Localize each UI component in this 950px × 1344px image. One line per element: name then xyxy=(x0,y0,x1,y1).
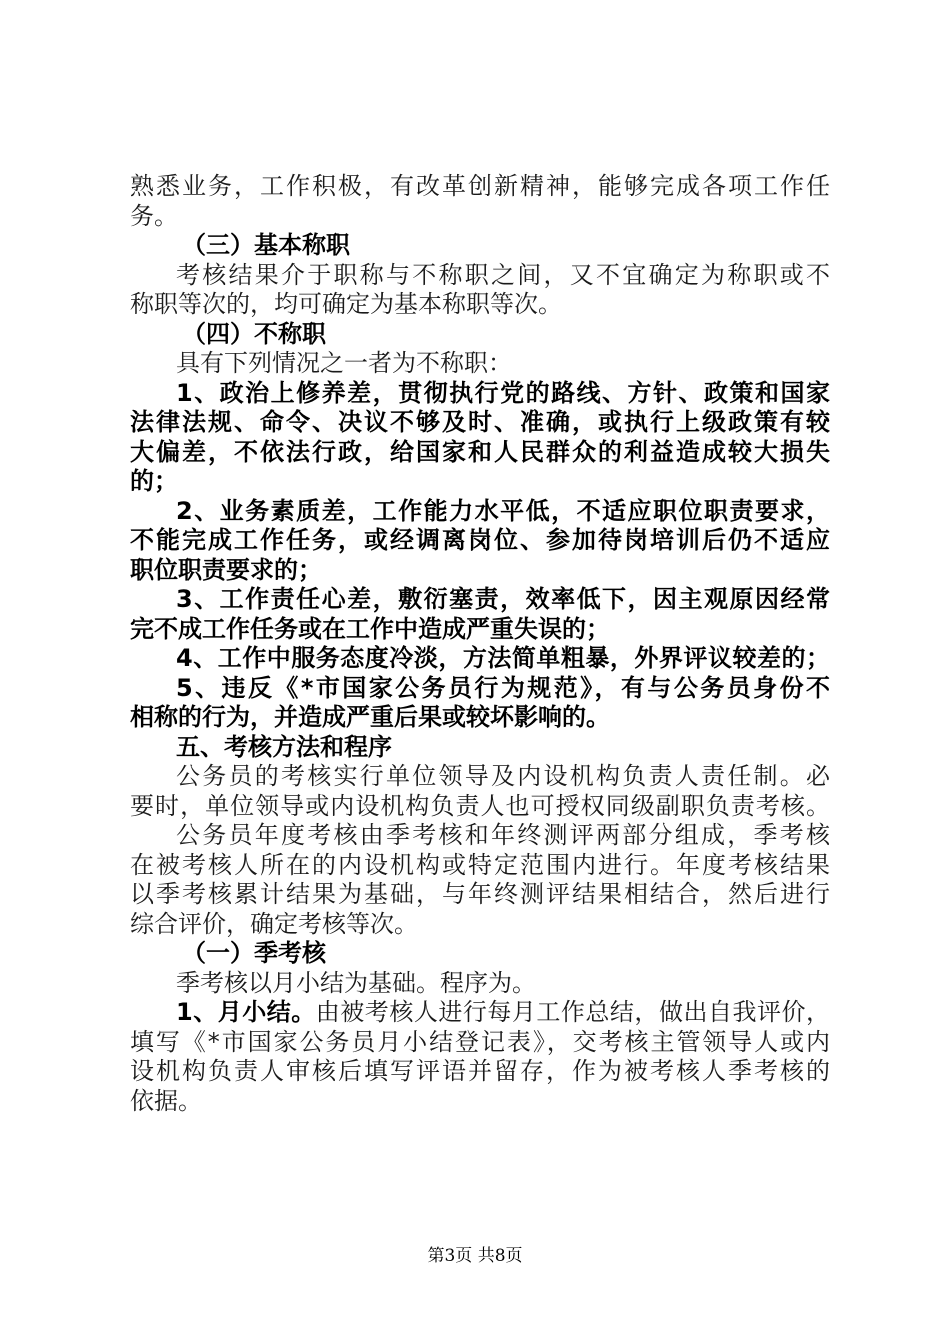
text-line: 综合评价，确定考核等次。 xyxy=(130,909,418,938)
text-line: 季考核以月小结为基础。程序为。 xyxy=(176,968,536,997)
text-line: （三）基本称职 xyxy=(182,231,350,259)
text-line: 务。 xyxy=(130,201,178,230)
text-line: 大偏差，不依法行政，给国家和人民群众的利益造成较大损失 xyxy=(130,437,830,466)
text-line: 填写《*市国家公务员月小结登记表》，交考核主管领导人或内 xyxy=(130,1027,830,1056)
bold-run: 1、月小结。 xyxy=(176,998,316,1026)
text-line: 熟悉业务，工作积极，有改革创新精神，能够完成各项工作任 xyxy=(130,172,830,200)
text-line: 要时，单位领导或内设机构负责人也可授权同级副职负责考核。 xyxy=(130,791,830,820)
text-line: （一）季考核 xyxy=(182,939,326,967)
text-line: 具有下列情况之一者为不称职： xyxy=(176,349,512,377)
text-line: 以季考核累计结果为基础，与年终测评结果相结合，然后进行 xyxy=(130,880,830,908)
text-line: 依据。 xyxy=(130,1086,202,1115)
text-line xyxy=(130,998,830,1028)
text-line: 五、考核方法和程序 xyxy=(176,732,392,761)
text-line: 不能完成工作任务，或经调离岗位、参加待岗培训后仍不适应 xyxy=(130,526,830,554)
text-line: 4、工作中服务态度冷淡，方法简单粗暴，外界评议较差的； xyxy=(176,644,830,672)
text-line: 在被考核人所在的内设机构或特定范围内进行。年度考核结果 xyxy=(130,850,830,879)
text-line: 法律法规、命令、决议不够及时、准确，或执行上级政策有较 xyxy=(130,408,830,436)
text-line: 3、工作责任心差，敷衍塞责，效率低下，因主观原因经常 xyxy=(176,585,830,613)
text-line: 考核结果介于职称与不称职之间，又不宜确定为称职或不 xyxy=(176,260,830,289)
text-line: 5、违反《*市国家公务员行为规范》，有与公务员身份不 xyxy=(176,673,830,702)
text-run: 由被考核人进行每月工作总结，做出自我评价， xyxy=(315,998,831,1026)
text-line: 完不成工作任务或在工作中造成严重失误的； xyxy=(130,614,610,643)
document-body xyxy=(130,172,830,1116)
text-line: 1、政治上修养差，贯彻执行党的路线、方针、政策和国家 xyxy=(176,378,830,407)
text-line: 2、业务素质差，工作能力水平低，不适应职位职责要求， xyxy=(176,496,830,525)
text-line: 公务员年度考核由季考核和年终测评两部分组成，季考核 xyxy=(176,821,830,849)
text-line: 称职等次的，均可确定为基本称职等次。 xyxy=(130,290,562,318)
text-line: 设机构负责人审核后填写评语并留存，作为被考核人季考核的 xyxy=(130,1057,830,1085)
page-footer: 第3页 共8页 xyxy=(427,1246,523,1266)
text-line: （四）不称职 xyxy=(182,319,326,348)
text-line: 公务员的考核实行单位领导及内设机构负责人责任制。必 xyxy=(176,762,830,790)
text-line: 的； xyxy=(130,467,178,495)
text-line: 相称的行为，并造成严重后果或较坏影响的。 xyxy=(130,703,610,731)
text-line: 职位职责要求的； xyxy=(130,555,322,584)
